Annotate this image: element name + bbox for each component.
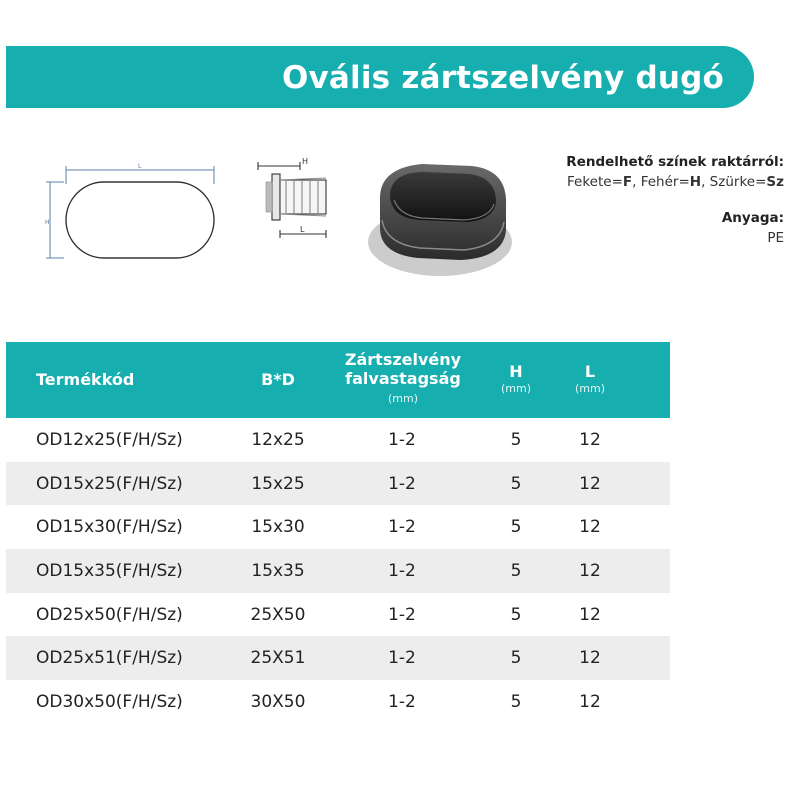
cell-h: 5 (510, 561, 522, 582)
cell-l: 12 (579, 561, 601, 582)
cell-h: 5 (510, 692, 522, 713)
cell-bd: 15x25 (251, 473, 305, 494)
dim-side-label: H (45, 219, 50, 226)
header-h-label: H (509, 362, 523, 381)
cell-code: OD15x35(F/H/Sz) (36, 561, 183, 582)
color-white-code: H (689, 174, 702, 190)
cell-wall: 1-2 (388, 692, 416, 713)
material-label: Anyaga: (721, 210, 784, 226)
header-bd: B*D (261, 370, 295, 389)
cell-h: 5 (510, 648, 522, 669)
cell-code: OD25x50(F/H/Sz) (36, 604, 183, 625)
cell-bd: 25X51 (250, 648, 306, 669)
color-black-code: F (622, 174, 633, 190)
table-row (6, 593, 670, 637)
header-wall-unit: (mm) (387, 392, 418, 405)
cell-l: 12 (579, 692, 601, 713)
header-l-unit: (mm) (574, 382, 605, 395)
cell-bd: 12x25 (251, 430, 305, 450)
cell-code: OD12x25(F/H/Sz) (36, 430, 183, 450)
cell-l: 12 (579, 604, 601, 625)
cell-wall: 1-2 (388, 473, 416, 494)
info-panel (524, 152, 784, 248)
table-row (6, 418, 670, 462)
cell-wall: 1-2 (388, 561, 416, 582)
cell-h: 5 (510, 604, 522, 625)
table-header (6, 342, 670, 418)
table-row (6, 680, 670, 724)
colors-label: Rendelhető színek raktárról: (566, 154, 784, 170)
cell-l: 12 (579, 473, 601, 494)
cell-wall: 1-2 (388, 604, 416, 625)
product-table (6, 342, 670, 724)
cell-h: 5 (510, 473, 522, 494)
cell-h: 5 (510, 517, 522, 538)
color-grey-text: , Szürke= (701, 174, 767, 190)
table-row (6, 549, 670, 593)
material-value: PE (767, 230, 784, 246)
cell-wall: 1-2 (388, 517, 416, 538)
header-l-label: L (584, 362, 596, 381)
cell-code: OD25x51(F/H/Sz) (36, 648, 183, 669)
dim-l-label: L (300, 225, 305, 234)
color-grey-code: Sz (766, 174, 784, 190)
header-h (486, 362, 546, 395)
cell-bd: 15x35 (251, 561, 305, 582)
side-section-drawing (246, 152, 346, 252)
header-wall-line1: Zártszelvény (344, 350, 462, 369)
cell-bd: 30X50 (250, 692, 306, 713)
product-photo (360, 150, 520, 280)
cell-code: OD15x25(F/H/Sz) (36, 473, 183, 494)
title-banner (6, 46, 754, 108)
dim-top-label: L (138, 163, 142, 170)
cell-h: 5 (510, 430, 522, 450)
color-black-text: Fekete= (567, 174, 623, 190)
color-white-text: , Fehér= (632, 174, 690, 190)
table-row (6, 462, 670, 506)
cell-l: 12 (579, 430, 601, 450)
header-wall-line2: falvastagság (345, 369, 461, 388)
cell-wall: 1-2 (388, 648, 416, 669)
cell-l: 12 (579, 648, 601, 669)
header-h-unit: (mm) (500, 382, 531, 395)
cell-bd: 25X50 (250, 604, 306, 625)
dim-h-label: H (302, 157, 309, 166)
page-title: Ovális zártszelvény dugó (281, 60, 724, 96)
cell-code: OD30x50(F/H/Sz) (36, 692, 183, 713)
oval-top-view-drawing (40, 160, 230, 280)
cell-bd: 15x30 (251, 517, 305, 538)
cell-l: 12 (579, 517, 601, 538)
table-row (6, 505, 670, 549)
header-code: Termékkód (36, 370, 135, 389)
header-wall (328, 350, 478, 408)
cell-wall: 1-2 (388, 430, 416, 450)
colors-value (524, 172, 784, 192)
header-l (558, 362, 622, 395)
table-row (6, 636, 670, 680)
cell-code: OD15x30(F/H/Sz) (36, 517, 183, 538)
